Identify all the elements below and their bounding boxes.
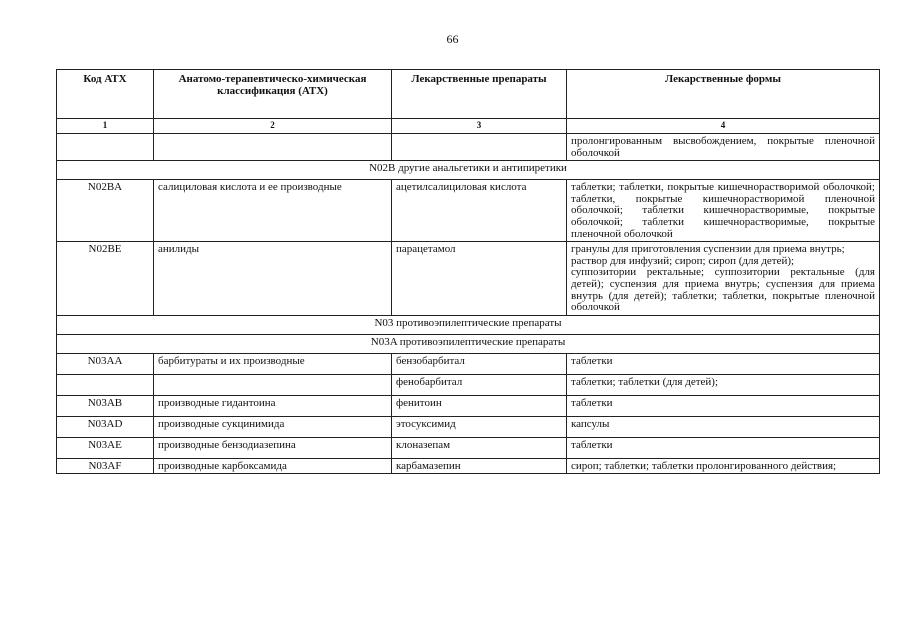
atx-code-cell: N03AA xyxy=(57,353,154,374)
classification-cell xyxy=(154,374,392,395)
forms-cell: капсулы xyxy=(567,416,880,437)
atx-code-cell: N03AE xyxy=(57,437,154,458)
header-classification: Анатомо-терапевтическо-химическая классификация (АТХ) xyxy=(154,70,392,119)
classification-cell: производные карбоксамида xyxy=(154,458,392,474)
column-number: 1 xyxy=(57,119,154,134)
forms-line: раствор для инфузий; сироп; сироп (для детей); xyxy=(571,254,795,267)
drug-cell: этосуксимид xyxy=(392,416,567,437)
atx-table xyxy=(56,69,880,474)
classification-cell: производные гидантоина xyxy=(154,395,392,416)
table-row xyxy=(57,180,880,242)
classification-cell: анилиды xyxy=(154,242,392,316)
column-number-row xyxy=(57,119,880,134)
atx-code-cell: N02BA xyxy=(57,180,154,242)
table-row xyxy=(57,416,880,437)
header-code: Код АТХ xyxy=(57,70,154,119)
table-row xyxy=(57,134,880,161)
atx-code-cell xyxy=(57,374,154,395)
atx-code-cell: N03AF xyxy=(57,458,154,474)
group-heading: N03A противоэпилептические препараты xyxy=(57,334,880,353)
forms-line: суппозитории ректальные; суппозитории ректальные (для детей); суспензия для приема внутрь; суспензия для приема внутрь (для детей); таблетки; таблетки, покрытые пленочной оболочкой xyxy=(571,266,875,314)
column-number: 3 xyxy=(392,119,567,134)
table-row xyxy=(57,458,880,474)
group-heading: N03 противоэпилептические препараты xyxy=(57,315,880,334)
table-row xyxy=(57,353,880,374)
drug-cell: бензобарбитал xyxy=(392,353,567,374)
forms-cell: пролонгированным высвобождением, покрытые пленочной оболочкой xyxy=(567,134,880,161)
drug-cell: фенитоин xyxy=(392,395,567,416)
forms-cell: таблетки xyxy=(567,395,880,416)
group-row xyxy=(57,334,880,353)
group-row xyxy=(57,315,880,334)
column-number: 4 xyxy=(567,119,880,134)
classification-cell: производные бензодиазепина xyxy=(154,437,392,458)
forms-cell: таблетки xyxy=(567,353,880,374)
forms-line: гранулы для приготовления суспензии для приема внутрь; xyxy=(571,243,845,256)
header-drugs: Лекарственные препараты xyxy=(392,70,567,119)
classification-cell xyxy=(154,134,392,161)
forms-cell: таблетки xyxy=(567,437,880,458)
atx-code-cell: N03AB xyxy=(57,395,154,416)
drug-cell xyxy=(392,134,567,161)
table-row xyxy=(57,374,880,395)
page-number: 66 xyxy=(446,32,459,46)
group-heading: N02B другие анальгетики и антипиретики xyxy=(57,161,880,180)
classification-cell: производные сукцинимида xyxy=(154,416,392,437)
atx-code-cell: N03AD xyxy=(57,416,154,437)
table-row xyxy=(57,395,880,416)
atx-code-cell xyxy=(57,134,154,161)
drug-cell: фенобарбитал xyxy=(392,374,567,395)
forms-cell xyxy=(567,242,880,316)
table-row xyxy=(57,242,880,316)
forms-cell: таблетки; таблетки, покрытые кишечнорастворимой оболочкой; таблетки, покрытые кишечнорастворимой пленочной оболочкой; таблетки кишечнорастворимые, покрытые оболочкой; таблетки кишечнорастворимые, покрытые пленочной оболочкой xyxy=(567,180,880,242)
classification-cell: салициловая кислота и ее производные xyxy=(154,180,392,242)
drug-cell: ацетилсалициловая кислота xyxy=(392,180,567,242)
column-number: 2 xyxy=(154,119,392,134)
atx-code-cell: N02BE xyxy=(57,242,154,316)
header-forms: Лекарственные формы xyxy=(567,70,880,119)
header-row xyxy=(57,70,880,119)
drug-cell: парацетамол xyxy=(392,242,567,316)
drug-cell: клоназепам xyxy=(392,437,567,458)
forms-cell: сироп; таблетки; таблетки пролонгированного действия; xyxy=(567,458,880,474)
drug-cell: карбамазепин xyxy=(392,458,567,474)
group-row xyxy=(57,161,880,180)
classification-cell: барбитураты и их производные xyxy=(154,353,392,374)
table-row xyxy=(57,437,880,458)
forms-cell: таблетки; таблетки (для детей); xyxy=(567,374,880,395)
